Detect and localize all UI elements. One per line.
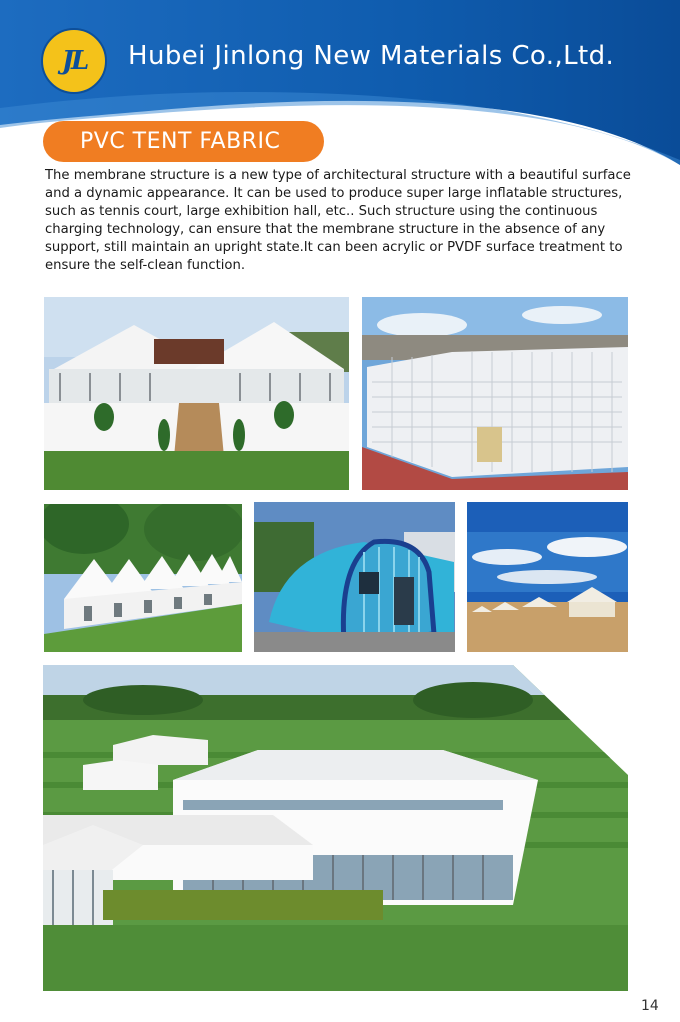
photo-blue-inflatable-tent bbox=[254, 502, 455, 652]
section-title: PVC TENT FABRIC bbox=[43, 121, 324, 162]
logo-mark: JL bbox=[61, 46, 87, 76]
photo-event-tent bbox=[44, 297, 349, 490]
photo-desert-tents bbox=[467, 502, 628, 652]
company-name: Hubei Jinlong New Materials Co.,Ltd. bbox=[128, 41, 615, 71]
description-text: The membrane structure is a new type of architectural structure with a beautiful surface and a dynamic appearance. It can be used to produce super large inflatable structures, such as tennis court, large exhibition hall, etc.. Such structure using the continuous charging technology, can ensure that the membrane structure in the absence of any support, still maintain an upright state.It can been acrylic or PVDF surface treatment to ensure the self-clean function. bbox=[45, 168, 631, 273]
photo-pagoda-tents bbox=[44, 504, 242, 652]
company-logo bbox=[41, 28, 107, 94]
photo-large-marquee bbox=[43, 665, 628, 991]
photo-inflatable-hall bbox=[362, 297, 628, 490]
page-number: 14 bbox=[641, 998, 659, 1014]
